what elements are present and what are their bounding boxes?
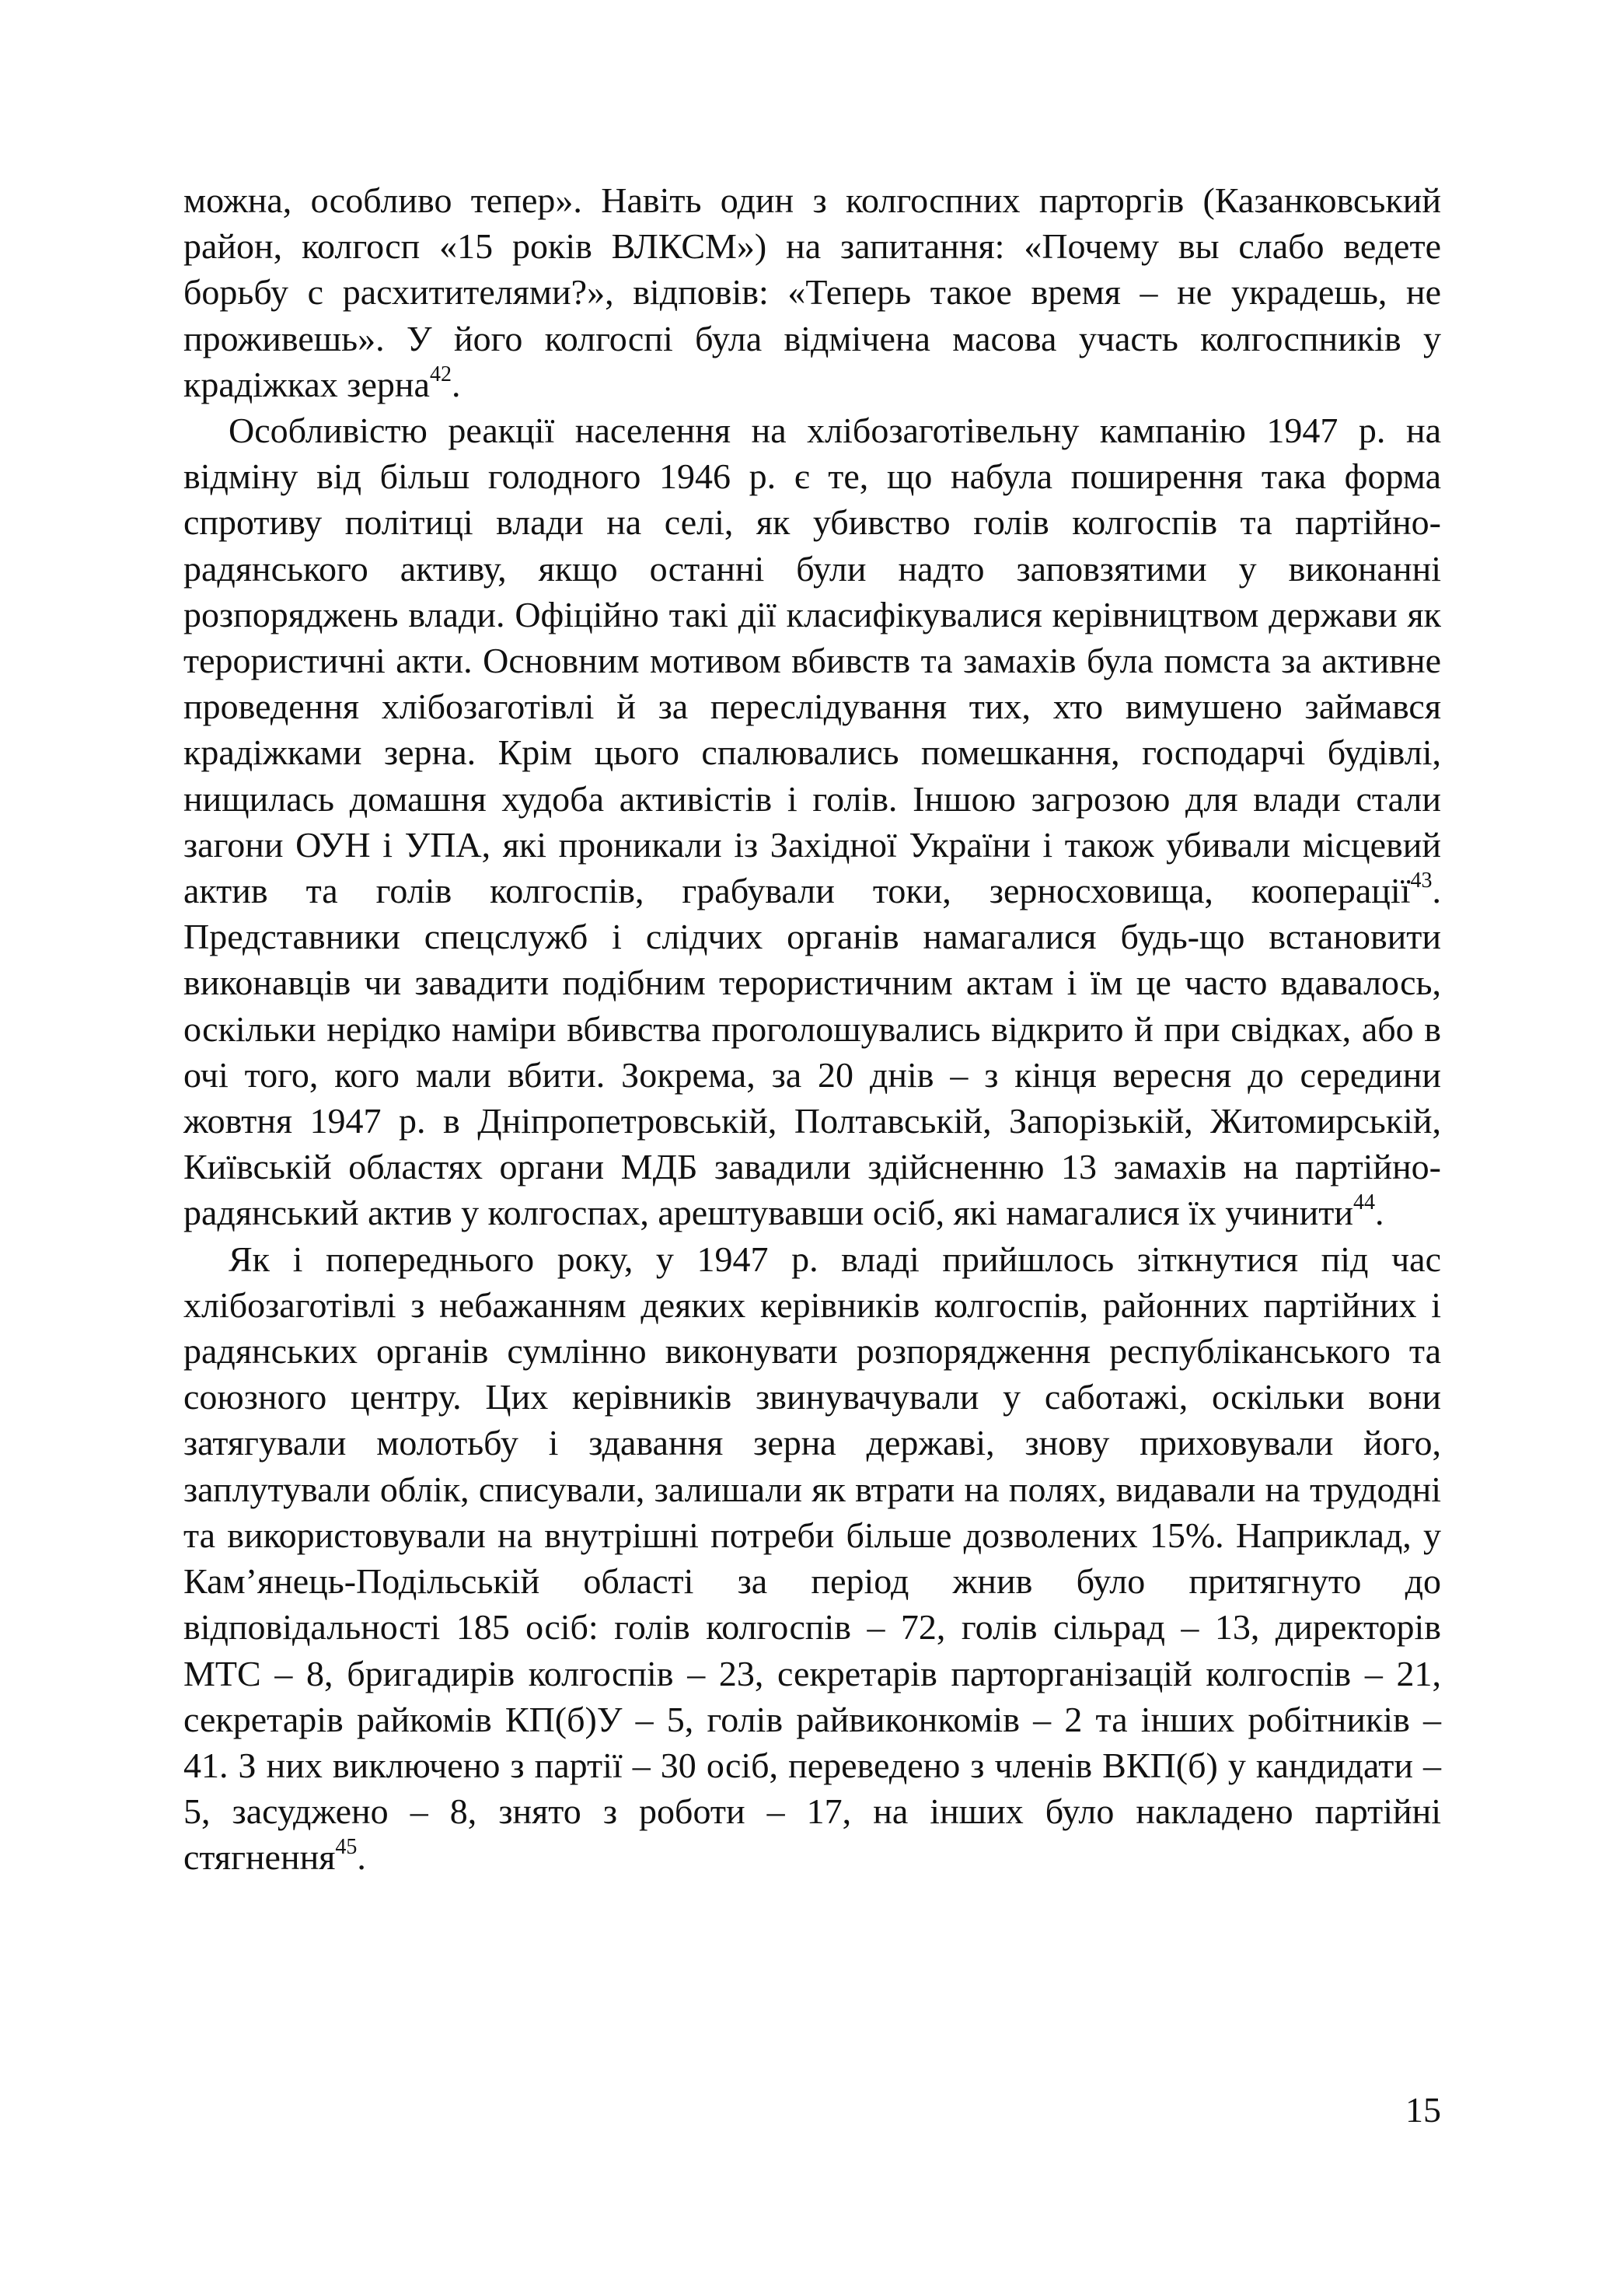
paragraph-2-text: Особливістю реакції населення на хлібозаготівельну кампанію 1947 р. на відміну від більш голодного 1946 р. є те, що набула поширення така форма спротиву політиці влади на селі, як убивство голів колгоспів та партійно-радянського активу, якщо останні були надто заповзятими у виконанні розпоряджень влади. Офіційно такі дії класифікувалися керівництвом держави як терористичні акти. Основним мотивом вбивств та замахів була помста за активне проведення хлібозаготівлі й за переслідування тих, хто вимушено займався крадіжками зерна. Крім цього спалювались помешкання, господарчі будівлі, нищилась домашня худоба активістів і голів. Іншою загрозою для влади стали загони ОУН і УПА, які проникали із Західної України і також убивали місцевий актив та голів колгоспів, грабували токи, зерносховища, кооперації (183, 411, 1441, 911)
footnote-ref-43: 43 (1410, 868, 1433, 893)
paragraph-2-tail-end: . (1375, 1193, 1384, 1233)
paragraph-2 (183, 407, 1441, 1236)
footnote-ref-45: 45 (335, 1835, 358, 1860)
body-text (183, 177, 1441, 1881)
paragraph-1-text: можна, особливо тепер». Навіть один з колгоспних парторгів (Казанковський район, колгосп «15 років ВЛКСМ») на запитання: «Почему вы слабо ведете борьбу с расхитителями?», відповів: «Теперь такое время – не украдешь, не проживешь». У його колгоспі була відмічена масова участь колгоспників у крадіжках зерна (183, 180, 1441, 404)
footnote-ref-42: 42 (429, 362, 452, 386)
page-number: 15 (1405, 2090, 1441, 2130)
paragraph-2-tail: . Представники спецслужб і слідчих органів намагалися будь-що встановити виконавців чи завадити подібним терористичним актам і їм це часто вдавалось, оскільки нерідко наміри вбивства проголошувались відкрито й при свідках, або в очі того, кого мали вбити. Зокрема, за 20 днів – з кінця вересня до середини жовтня 1947 р. в Дніпропетровській, Полтавській, Запорізькій, Житомирській, Київській областях органи МДБ завадили здійсненню 13 замахів на партійно-радянський актив у колгоспах, арештувавши осіб, які намагалися їх учинити (183, 871, 1441, 1233)
paragraph-1-tail: . (451, 364, 461, 404)
paragraph-3-tail: . (357, 1837, 366, 1878)
paragraph-3 (183, 1236, 1441, 1881)
footnote-ref-44: 44 (1353, 1190, 1375, 1215)
paragraph-1 (183, 177, 1441, 407)
paragraph-3-text: Як і попереднього року, у 1947 р. владі прийшлось зіткнутися під час хлібозаготівлі з небажанням деяких керівників колгоспів, районних партійних і радянських органів сумлінно виконувати розпорядження республіканського та союзного центру. Цих керівників звинувачували у саботажі, оскільки вони затягували молотьбу і здавання зерна державі, знову приховували його, заплутували облік, списували, залишали як втрати на полях, видавали на трудодні та використовували на внутрішні потреби більше дозволених 15%. Наприклад, у Кам’янець-Подільській області за період жнив було притягнуто до відповідальності 185 осіб: голів колгоспів – 72, голів сільрад – 13, директорів МТС – 8, бригадирів колгоспів – 23, секретарів парторганізацій колгоспів – 21, секретарів райкомів КП(б)У – 5, голів райвиконкомів – 2 та інших робітників – 41. З них виключено з партії – 30 осіб, переведено з членів ВКП(б) у кандидати – 5, засуджено – 8, знято з роботи – 17, на інших було накладено партійні стягнення (183, 1239, 1441, 1878)
